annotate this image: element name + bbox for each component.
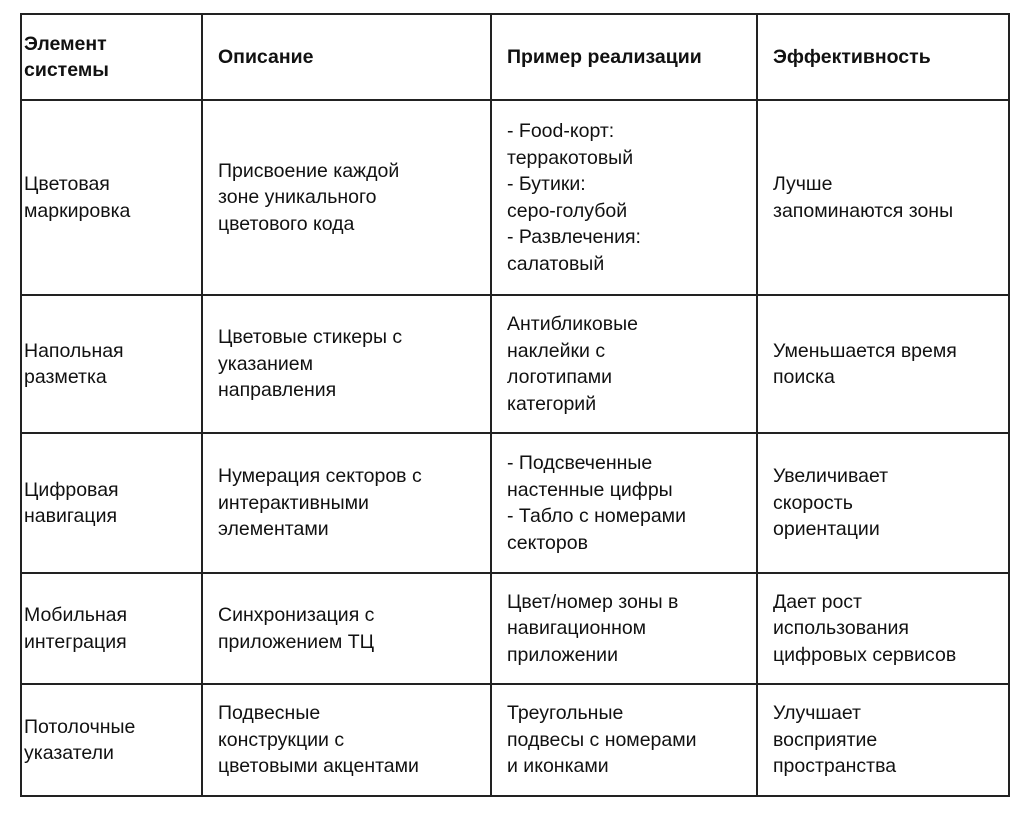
header-example: Пример реализации — [491, 14, 757, 100]
table-row — [21, 684, 1009, 796]
cell-effectiveness: Уменьшается время поиска — [757, 295, 1009, 433]
header-element: Элемент системы — [21, 14, 202, 100]
cell-element: Мобильная интеграция — [21, 573, 202, 684]
cell-description: Синхронизация с приложением ТЦ — [202, 573, 491, 684]
cell-example: Треугольные подвесы с номерами и иконками — [491, 684, 757, 796]
table-row — [21, 100, 1009, 295]
cell-element: Потолочные указатели — [21, 684, 202, 796]
header-description: Описание — [202, 14, 491, 100]
cell-description: Подвесные конструкции с цветовыми акцентами — [202, 684, 491, 796]
document-page — [20, 13, 1010, 797]
cell-example: Антибликовые наклейки с логотипами категорий — [491, 295, 757, 433]
table-row — [21, 295, 1009, 433]
cell-description: Нумерация секторов с интерактивными элементами — [202, 433, 491, 573]
cell-element: Напольная разметка — [21, 295, 202, 433]
table-header-row — [21, 14, 1009, 100]
cell-element: Цветовая маркировка — [21, 100, 202, 295]
cell-example: - Подсвеченные настенные цифры - Табло с номерами секторов — [491, 433, 757, 573]
cell-effectiveness: Улучшает восприятие пространства — [757, 684, 1009, 796]
cell-effectiveness: Дает рост использования цифровых сервисов — [757, 573, 1009, 684]
header-effectiveness: Эффективность — [757, 14, 1009, 100]
cell-description: Присвоение каждой зоне уникального цветового кода — [202, 100, 491, 295]
navigation-elements-table — [20, 13, 1010, 797]
cell-example: Цвет/номер зоны в навигационном приложении — [491, 573, 757, 684]
table-row — [21, 573, 1009, 684]
table-row — [21, 433, 1009, 573]
cell-effectiveness: Увеличивает скорость ориентации — [757, 433, 1009, 573]
cell-element: Цифровая навигация — [21, 433, 202, 573]
cell-description: Цветовые стикеры с указанием направления — [202, 295, 491, 433]
cell-example: - Food-корт: терракотовый - Бутики: серо-голубой - Развлечения: салатовый — [491, 100, 757, 295]
cell-effectiveness: Лучше запоминаются зоны — [757, 100, 1009, 295]
